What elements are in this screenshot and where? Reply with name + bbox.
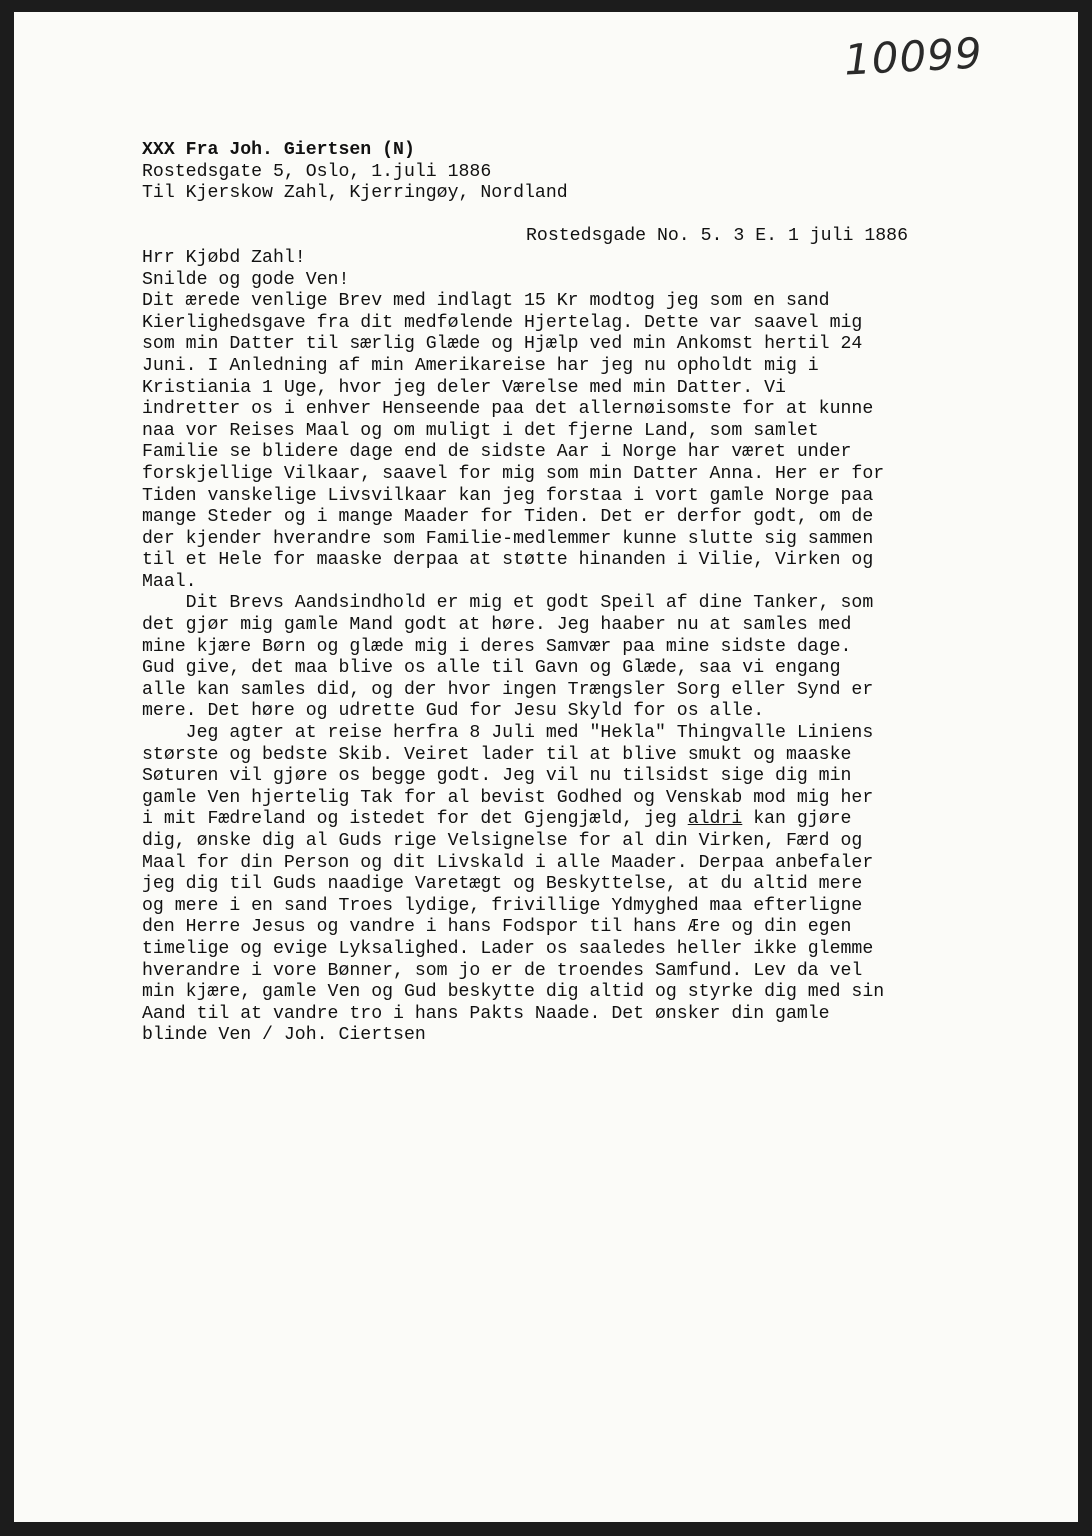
text-line: Kierlighedsgave fra dit medfølende Hjertelag. Dette var saavel mig — [142, 312, 863, 333]
text-line: Maal for din Person og dit Livskald i alle Maader. Derpaa anbefaler — [142, 852, 874, 873]
text-segment: kan gjøre — [742, 809, 852, 830]
header-address: Rostedsgate 5, Oslo, 1.juli 1886 — [142, 161, 492, 182]
text-line: Maal. — [142, 571, 197, 592]
text-line: Gud give, det maa blive os alle til Gavn og Glæde, saa vi engang — [142, 658, 841, 679]
letter-date-line: Rostedsgade No. 5. 3 E. 1 juli 1886 — [526, 226, 908, 247]
text-line: timelige og evige Lyksalighed. Lader os saaledes heller ikke glemme — [142, 938, 874, 959]
text-line: mine kjære Børn og glæde mig i deres Samvær paa mine sidste dage. — [142, 636, 852, 657]
text-line: gamle Ven hjertelig Tak for al bevist Godhed og Venskab mod mig her — [142, 787, 874, 808]
text-segment: i mit Fædreland og istedet for det Gjengjæld, jeg — [142, 809, 688, 830]
paragraph-2 — [142, 593, 1022, 723]
text-line: forskjellige Vilkaar, saavel for mig som min Datter Anna. Her er for — [142, 463, 885, 484]
text-line: Kristiania 1 Uge, hvor jeg deler Værelse med min Datter. Vi — [142, 377, 786, 398]
header-recipient: Til Kjerskow Zahl, Kjerringøy, Nordland — [142, 183, 568, 204]
paragraph-3-start — [142, 723, 1022, 809]
text-line: største og bedste Skib. Veiret lader til at blive smukt og maaske — [142, 744, 852, 765]
paragraph-1 — [142, 291, 1022, 593]
letter-salutation: Snilde og gode Ven! — [142, 269, 350, 290]
text-line: Familie se blidere dage end de sidste Aar i Norge har været under — [142, 442, 852, 463]
text-line: alle kan samles did, og der hvor ingen Trængsler Sorg eller Synd er — [142, 679, 874, 700]
text-line: den Herre Jesus og vandre i hans Fodspor til hans Ære og din egen — [142, 917, 852, 938]
archive-number: 10099 — [842, 28, 984, 85]
text-line: Aand til at vandre tro i hans Pakts Naade. Det ønsker din gamle — [142, 1003, 830, 1024]
text-line: Jeg agter at reise herfra 8 Juli med "Hekla" Thingvalle Liniens — [142, 723, 874, 744]
underlined-word: aldri — [687, 809, 743, 830]
text-line: Søturen vil gjøre os begge godt. Jeg vil nu tilsidst sige dig min — [142, 766, 852, 787]
text-line: naa vor Reises Maal og om muligt i det fjerne Land, som samlet — [142, 420, 819, 441]
text-line: til et Hele for maaske derpaa at støtte hinanden i Vilie, Virken og — [142, 550, 874, 571]
text-line: der kjender hverandre som Familie-medlemmer kunne slutte sig sammen — [142, 528, 874, 549]
spacer — [142, 205, 1022, 227]
text-line: Juni. I Anledning af min Amerikareise har jeg nu opholdt mig i — [142, 355, 819, 376]
text-line: indretter os i enhver Henseende paa det allernøisomste for at kunne — [142, 399, 874, 420]
text-line: som min Datter til særlig Glæde og Hjælp ved min Ankomst hertil 24 — [142, 334, 863, 355]
text-line: jeg dig til Guds naadige Varetægt og Beskyttelse, at du altid mere — [142, 874, 863, 895]
letter-body — [142, 140, 1022, 1047]
text-line: og mere i en sand Troes lydige, frivillige Ydmyghed maa efterligne — [142, 895, 863, 916]
paragraph-3-end — [142, 831, 1022, 1047]
paragraph-3-underlined-line — [142, 809, 1022, 831]
text-line: min kjære, gamle Ven og Gud beskytte dig altid og styrke dig med sin — [142, 982, 885, 1003]
header-title: XXX Fra Joh. Giertsen (N) — [142, 140, 415, 160]
text-line: mange Steder og i mange Maader for Tiden. Det er derfor godt, om de — [142, 507, 874, 528]
text-line: dig, ønske dig al Guds rige Velsignelse for al din Virken, Færd og — [142, 831, 863, 851]
text-line: hverandre i vore Bønner, som jo er de troendes Samfund. Lev da vel — [142, 960, 863, 981]
text-line: blinde Ven / Joh. Ciertsen — [142, 1025, 426, 1046]
text-line: Dit ærede venlige Brev med indlagt 15 Kr modtog jeg som en sand — [142, 291, 830, 312]
text-line: det gjør mig gamle Mand godt at høre. Jeg haaber nu at samles med — [142, 615, 852, 636]
text-line: Tiden vanskelige Livsvilkaar kan jeg forstaa i vort gamle Norge paa — [142, 485, 874, 506]
text-line: Dit Brevs Aandsindhold er mig et godt Speil af dine Tanker, som — [142, 593, 874, 614]
letter-greeting: Hrr Kjøbd Zahl! — [142, 247, 306, 268]
text-line: mere. Det høre og udrette Gud for Jesu Skyld for os alle. — [142, 701, 765, 722]
